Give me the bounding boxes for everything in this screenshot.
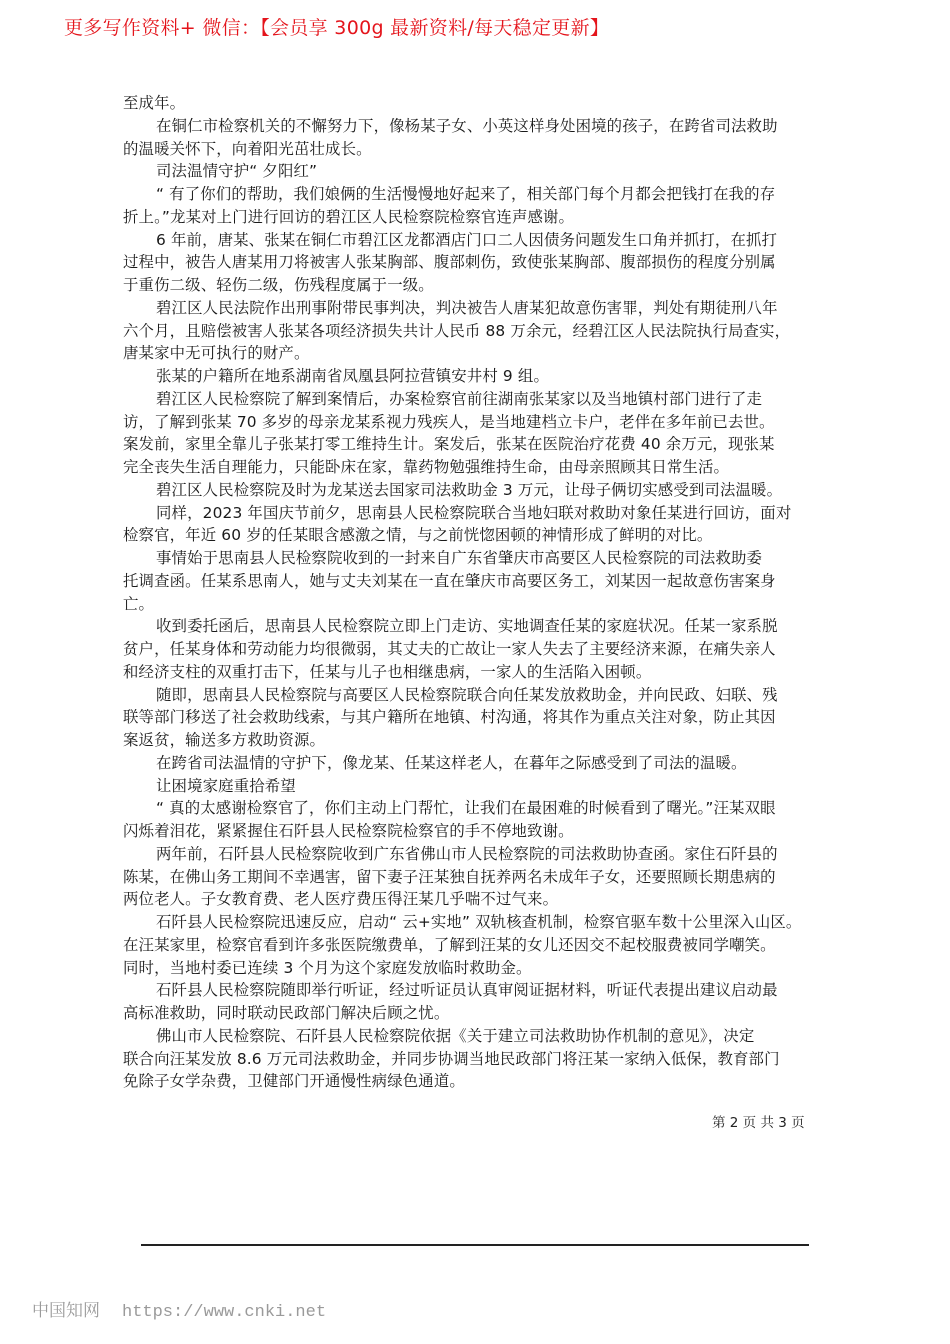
text-line: 案发前，家里全靠儿子张某打零工维持生计。案发后，张某在医院治疗花费 40 余万元，现张某 xyxy=(123,435,775,454)
text-line: 免除子女学杂费，卫健部门开通慢性病绿色通道。 xyxy=(123,1072,465,1091)
text-line: 完全丧失生活自理能力，只能卧床在家，靠药物勉强维持生命，由母亲照顾其日常生活。 xyxy=(123,458,730,476)
text-line: 访，了解到张某 70 多岁的母亲龙某系视力残疾人，是当地建档立卡户，老伴在多年前已去世。 xyxy=(123,412,775,431)
text-line: 让困境家庭重拾希望 xyxy=(156,776,296,795)
text-line: 石阡县人民检察院随即举行听证，经过听证员认真审阅证据材料，听证代表提出建议启动最 xyxy=(156,981,778,1000)
text-line: 折上。”龙某对上门进行回访的碧江区人民检察院检察官连声感谢。 xyxy=(123,207,575,226)
text-line: 检察官，年近 60 岁的任某眼含感激之情，与之前恍惚困顿的神情形成了鲜明的对比。 xyxy=(123,526,713,545)
text-line: 的温暖关怀下，向着阳光茁壮成长。 xyxy=(123,139,372,158)
text-line: “ 有了你们的帮助，我们娘俩的生活慢慢地好起来了，相关部门每个月都会把钱打在我的存 xyxy=(156,185,776,203)
text-line: 于重伤二级、轻伤二级，伤残程度属于一级。 xyxy=(123,276,434,294)
text-line: 事情始于思南县人民检察院收到的一封来自广东省肇庆市高要区人民检察院的司法救助委 xyxy=(156,549,763,567)
text-line: 案返贫，输送多方救助资源。 xyxy=(123,731,326,749)
text-line: 陈某，在佛山务工期间不幸遇害，留下妻子汪某独自抚养两名未成年子女，还要照顾长期患病的 xyxy=(123,867,776,886)
footer-url[interactable]: https://www.cnki.net xyxy=(122,1303,327,1322)
text-line: 至成年。 xyxy=(123,94,186,112)
article-body xyxy=(123,92,835,1093)
text-line: 唐某家中无可执行的财产。 xyxy=(123,344,310,363)
text-line: 同时，当地村委已连续 3 个月为这个家庭发放临时救助金。 xyxy=(123,958,532,977)
page-number: 第 2 页 共 3 页 xyxy=(712,1115,805,1131)
text-line: 张某的户籍所在地系湖南省凤凰县阿拉营镇安井村 9 组。 xyxy=(156,367,550,385)
text-line: 联合向汪某发放 8.6 万元司法救助金，并同步协调当地民政部门将汪某一家纳入低保，教育部门 xyxy=(123,1049,780,1068)
footer-site-name: 中国知网 xyxy=(32,1301,100,1321)
text-line: 随即，思南县人民检察院与高要区人民检察院联合向任某发放救助金，并向民政、妇联、残 xyxy=(156,685,778,704)
text-line: 6 年前，唐某、张某在铜仁市碧江区龙都酒店门口二人因债务问题发生口角并抓打，在抓打 xyxy=(156,230,778,249)
text-line: 同样，2023 年国庆节前夕，思南县人民检察院联合当地妇联对救助对象任某进行回访，面对 xyxy=(156,503,792,522)
text-line: 贫户，任某身体和劳动能力均很微弱，其丈夫的亡故让一家人失去了主要经济来源，在痛失亲人 xyxy=(123,640,776,658)
text-line: 碧江区人民检察院及时为龙某送去国家司法救助金 3 万元，让母子俩切实感受到司法温暖。 xyxy=(156,480,783,499)
text-line: 在跨省司法温情的守护下，像龙某、任某这样老人，在暮年之际感受到了司法的温暖。 xyxy=(156,753,747,772)
text-line: “ 真的太感谢检察官了，你们主动上门帮忙，让我们在最困难的时候看到了曙光。”汪某双眼 xyxy=(156,799,776,818)
text-line: 佛山市人民检察院、石阡县人民检察院依据《关于建立司法救助协作机制的意见》，决定 xyxy=(156,1026,755,1045)
text-line: 闪烁着泪花，紧紧握住石阡县人民检察院检察官的手不停地致谢。 xyxy=(123,822,574,840)
text-line: 高标准救助，同时联动民政部门解决后顾之忧。 xyxy=(123,1004,450,1022)
text-line: 在汪某家里，检察官看到许多张医院缴费单，了解到汪某的女儿还因交不起校服费被同学嘲笑。 xyxy=(123,935,776,954)
text-line: 碧江区人民法院作出刑事附带民事判决，判决被告人唐某犯故意伤害罪，判处有期徒刑八年 xyxy=(156,298,778,317)
text-line: 石阡县人民检察院迅速反应，启动“ 云+实地” 双轨核查机制，检察官驱车数十公里深入山区。 xyxy=(156,913,802,931)
text-line: 收到委托函后，思南县人民检察院立即上门走访、实地调查任某的家庭状况。任某一家系脱 xyxy=(156,617,778,636)
text-line: 六个月，且赔偿被害人张某各项经济损失共计人民币 88 万余元，经碧江区人民法院执行局查实， xyxy=(123,321,791,340)
text-line: 托调查函。任某系思南人，她与丈夫刘某在一直在肇庆市高要区务工，刘某因一起故意伤害案身 xyxy=(123,571,776,590)
text-line: 两年前，石阡县人民检察院收到广东省佛山市人民检察院的司法救助协查函。家住石阡县的 xyxy=(156,844,778,863)
text-line: 司法温情守护“ 夕阳红” xyxy=(156,162,318,181)
text-line: 两位老人。子女教育费、老人医疗费压得汪某几乎喘不过气来。 xyxy=(123,890,559,909)
footer xyxy=(32,1296,326,1322)
text-line: 亡。 xyxy=(123,594,155,613)
text-line: 和经济支柱的双重打击下，任某与儿子也相继患病，一家人的生活陷入困顿。 xyxy=(123,662,652,681)
text-line: 在铜仁市检察机关的不懈努力下，像杨某子女、小英这样身处困境的孩子，在跨省司法救助 xyxy=(156,116,778,135)
text-line: 联等部门移送了社会救助线索，与其户籍所在地镇、村沟通，将其作为重点关注对象，防止其因 xyxy=(123,708,776,727)
text-line: 过程中，被告人唐某用刀将被害人张某胸部、腹部刺伤，致使张某胸部、腹部损伤的程度分别属 xyxy=(123,253,776,272)
footer-divider xyxy=(141,1244,809,1246)
promo-banner: 更多写作资料+ 微信：【会员享 300g 最新资料/每天稳定更新】 xyxy=(64,17,610,39)
text-line: 碧江区人民检察院了解到案情后，办案检察官前往湖南张某家以及当地镇村部门进行了走 xyxy=(156,389,763,408)
